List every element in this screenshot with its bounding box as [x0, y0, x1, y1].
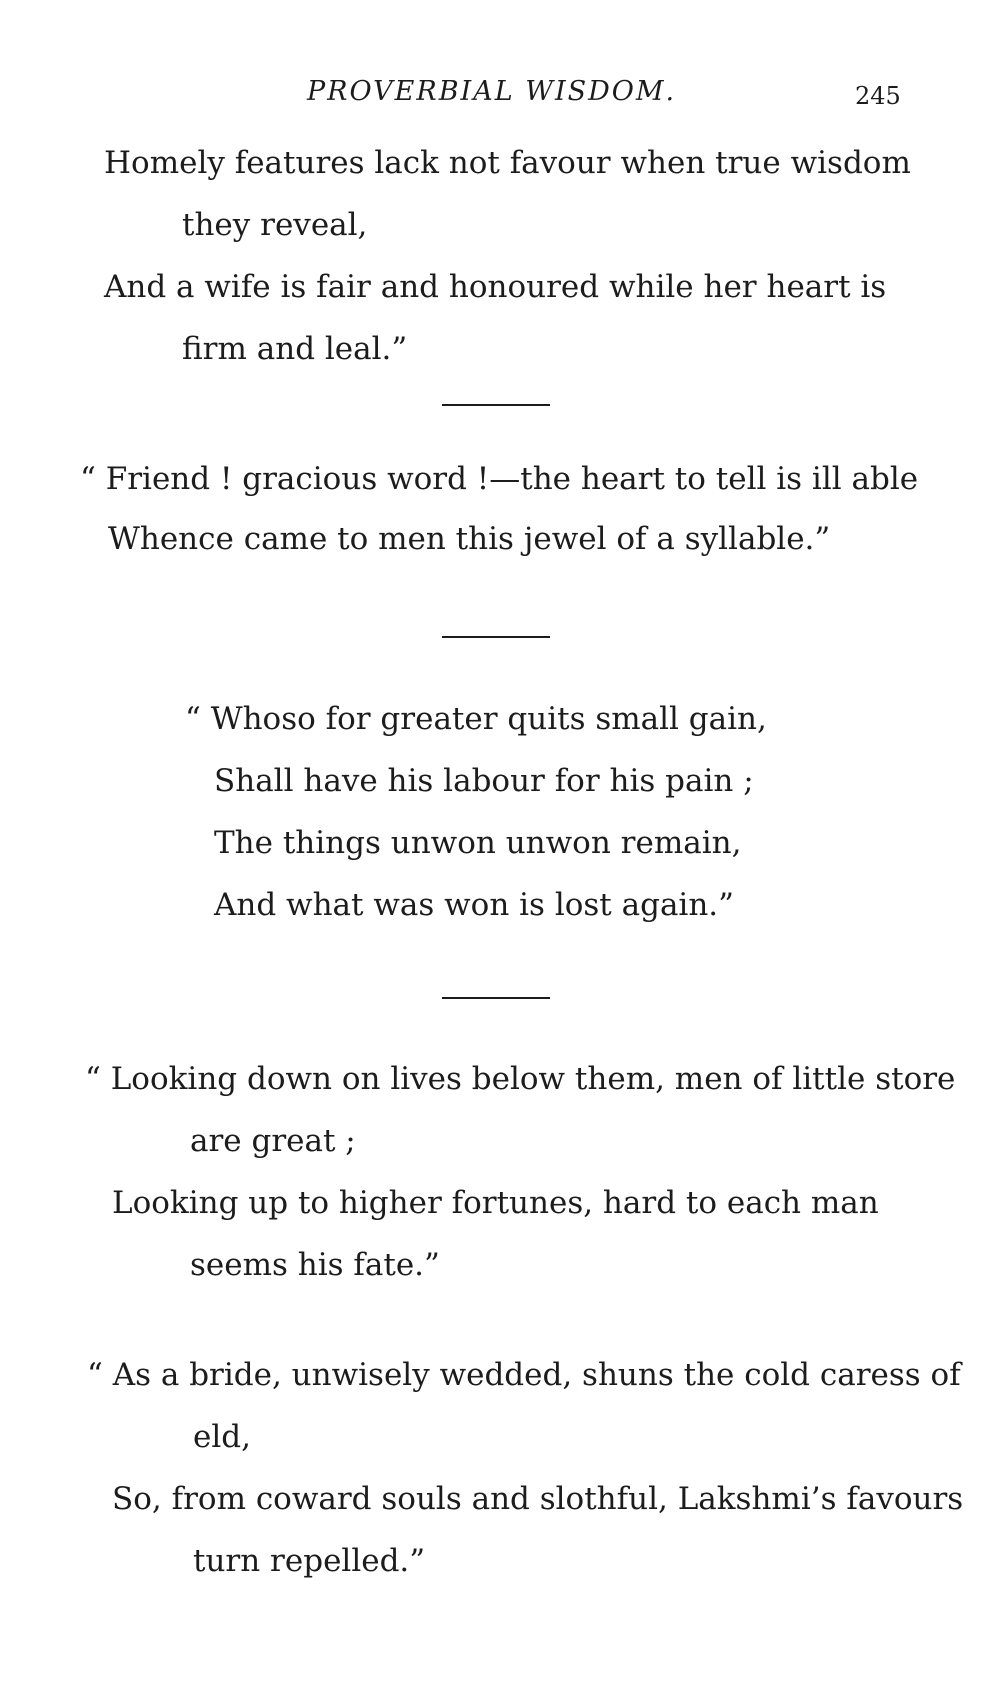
verse-line: “ Looking down on lives below them, men of little store [85, 1061, 956, 1097]
verse-line: And a wife is fair and honoured while her heart is [104, 269, 887, 305]
section-divider [442, 404, 550, 406]
verse-line: seems his fate.” [190, 1247, 440, 1283]
verse-line: “ Friend ! gracious word !—the heart to tell is ill able [80, 461, 919, 497]
section-divider [442, 997, 550, 999]
verse-line: firm and leal.” [182, 331, 408, 367]
verse-line: they reveal, [182, 207, 368, 243]
verse-line: The things unwon unwon remain, [214, 825, 742, 861]
running-header-title: PROVERBIAL WISDOM. [307, 76, 677, 107]
verse-line: Homely features lack not favour when true wisdom [104, 145, 911, 181]
page-number: 245 [855, 82, 901, 110]
verse-line: “ As a bride, unwisely wedded, shuns the cold caress of [87, 1357, 961, 1393]
verse-line: eld, [193, 1419, 251, 1455]
verse-line: Looking up to higher fortunes, hard to each man [112, 1185, 879, 1221]
verse-line: Shall have his labour for his pain ; [214, 763, 754, 799]
verse-line: turn repelled.” [193, 1543, 426, 1579]
verse-line: And what was won is lost again.” [214, 887, 735, 923]
verse-line: Whence came to men this jewel of a syllable.” [108, 521, 831, 557]
section-divider [442, 636, 550, 638]
verse-line: are great ; [190, 1123, 356, 1159]
verse-line: “ Whoso for greater quits small gain, [185, 701, 767, 737]
verse-line: So, from coward souls and slothful, Lakshmi’s favours [112, 1481, 964, 1517]
